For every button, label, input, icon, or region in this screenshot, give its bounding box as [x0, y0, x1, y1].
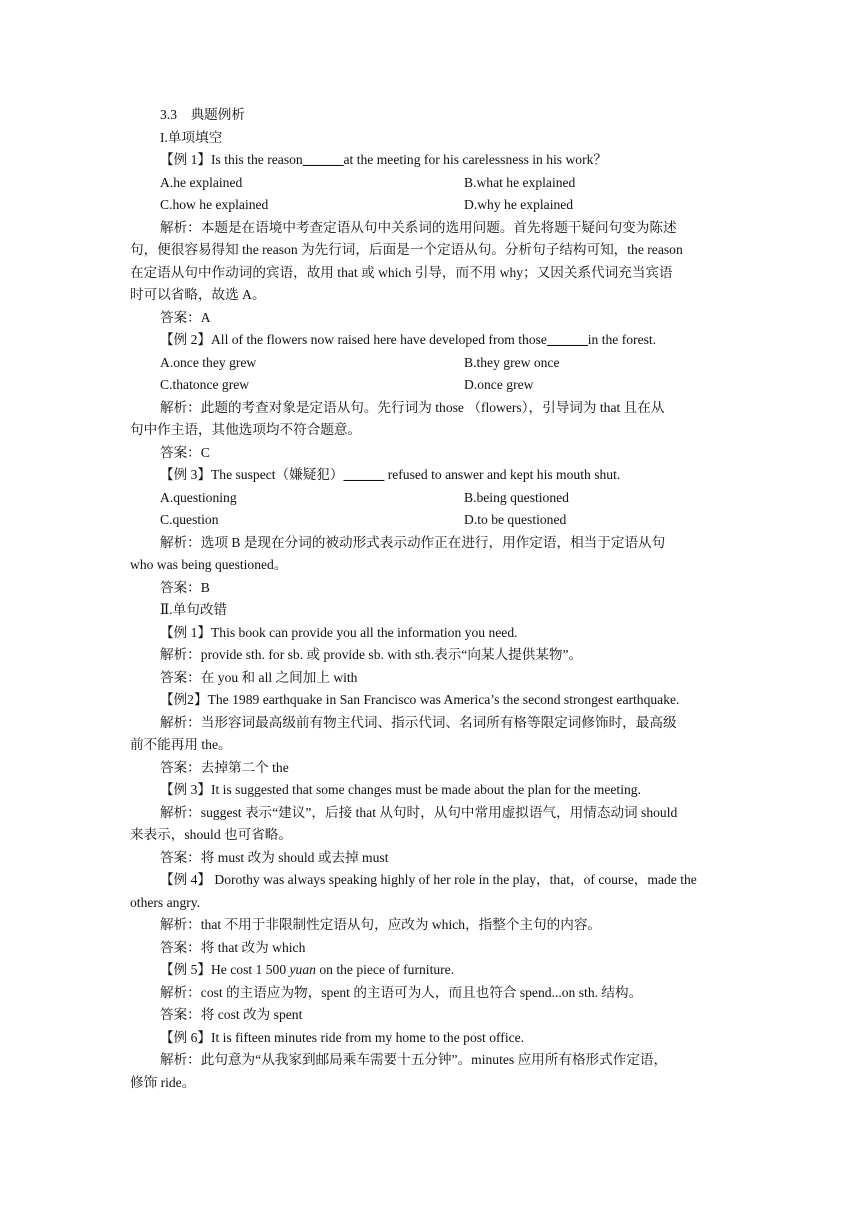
answer-line: 答案：C	[160, 444, 210, 460]
question-stem-continued: others angry.	[130, 894, 201, 910]
question-stem: 【例 6】It is fifteen minutes ride from my home to the post office.	[160, 1029, 525, 1045]
example-tag: 【例 6】	[160, 1029, 211, 1045]
question-stem: 【例 5】He cost 1 500 yuan on the piece of furniture.	[160, 962, 455, 977]
options-row	[160, 374, 732, 397]
part-heading-error-correction: Ⅱ.单句改错	[160, 602, 228, 617]
analysis-line: 解析：此题的考查对象是定语从句。先行词为 those （flowers），引导词为 that 且在从	[160, 399, 665, 415]
analysis-line: 解析：cost 的主语应为物，spent 的主语可为人，而且也符合 spend...on sth. 结构。	[160, 984, 643, 1000]
example-tag: 【例 1】	[160, 152, 211, 167]
option-b: B.being questioned	[464, 489, 569, 505]
analysis-line: 解析：此句意为“从我家到邮局乘车需要十五分钟”。minutes 应用所有格形式作定语，	[160, 1052, 668, 1067]
option-d: D.why he explained	[464, 197, 574, 212]
analysis-line: 修饰 ride。	[130, 1074, 196, 1090]
question-stem: 【例 2】All of the flowers now raised here have developed from those______in the forest.	[160, 332, 657, 347]
option-b: B.they grew once	[464, 354, 560, 370]
question-stem: 【例 1】This book can provide you all the information you need.	[160, 624, 518, 640]
analysis-line: 解析：当形容词最高级前有物主代词、指示代词、名词所有格等限定词修饰时，最高级	[160, 714, 677, 730]
options-row	[160, 194, 732, 217]
part-heading-multiple-choice: I.单项填空	[160, 129, 223, 145]
question-stem: 【例 1】Is this the reason______at the meeting for his carelessness in his work？	[160, 152, 608, 167]
analysis-line: 句中作主语，其他选项均不符合题意。	[130, 422, 362, 437]
question-stem: 【例 3】The suspect（嫌疑犯）______ refused to answer and kept his mouth shut.	[160, 467, 621, 482]
example-tag: 【例 2】	[160, 332, 211, 347]
question-stem: 【例2】The 1989 earthquake in San Francisco was America’s the second strongest earthquake.	[160, 692, 680, 707]
option-c: C.how he explained	[160, 197, 269, 212]
options-row	[160, 172, 732, 195]
example-tag: 【例 3】	[160, 467, 211, 482]
analysis-line: 解析：that 不用于非限制性定语从句，应改为 which，指整个主句的内容。	[160, 917, 602, 932]
option-d: D.once grew	[464, 377, 534, 392]
example-tag: 【例 3】	[160, 782, 211, 797]
example-tag: 【例 1】	[160, 624, 211, 640]
option-d: D.to be questioned	[464, 512, 567, 527]
analysis-line: 句，便很容易得知 the reason 为先行词，后面是一个定语从句。分析句子结构可知，the reason	[130, 242, 683, 257]
answer-line: 答案：将 that 改为 which	[160, 939, 306, 955]
analysis-line: 来表示，should 也可省略。	[130, 827, 292, 842]
analysis-line: 前不能再用 the。	[130, 737, 232, 752]
answer-line: 答案：A	[160, 309, 211, 325]
options-row	[160, 487, 732, 510]
option-a: A.he explained	[160, 174, 243, 190]
option-c: C.thatonce grew	[160, 377, 250, 392]
answer-blank: ______	[343, 467, 385, 482]
option-a: A.questioning	[160, 489, 237, 505]
question-stem: 【例 3】It is suggested that some changes must be made about the plan for the meeting.	[160, 782, 641, 797]
example-tag: 【例 5】	[160, 962, 211, 977]
analysis-line: 时可以省略，故选 A。	[130, 287, 266, 302]
example-tag: 【例2】	[160, 692, 208, 707]
question-stem: 【例 4】 Dorothy was always speaking highly of her role in the play，that，of course，made the	[160, 872, 697, 887]
option-b: B.what he explained	[464, 174, 576, 190]
answer-blank: ______	[302, 152, 344, 167]
answer-blank: ______	[546, 332, 588, 347]
option-a: A.once they grew	[160, 354, 257, 370]
answer-line: 答案：将 must 改为 should 或去掉 must	[160, 849, 389, 865]
section-heading: 3.3 典题例析	[160, 107, 245, 122]
options-row	[160, 352, 732, 375]
analysis-line: 解析：选项 B 是现在分词的被动形式表示动作正在进行，用作定语，相当于定语从句	[160, 534, 666, 550]
example-tag: 【例 4】	[160, 872, 211, 887]
options-row	[160, 509, 732, 532]
analysis-line: 解析：本题是在语境中考查定语从句中关系词的选用问题。首先将题干疑问句变为陈述	[160, 219, 677, 235]
answer-line: 答案：将 cost 改为 spent	[160, 1007, 303, 1022]
analysis-line: who was being questioned。	[130, 557, 288, 572]
option-c: C.question	[160, 512, 219, 527]
analysis-line: 解析：provide sth. for sb. 或 provide sb. with sth.表示“向某人提供某物”。	[160, 647, 583, 662]
answer-line: 答案：在 you 和 all 之间加上 with	[160, 669, 358, 685]
analysis-line: 解析：suggest 表示“建议”，后接 that 从句时，从句中常用虚拟语气，用情态动词 should	[160, 804, 678, 820]
analysis-line: 在定语从句中作动词的宾语，故用 that 或 which 引导，而不用 why；又因关系代词充当宾语	[130, 264, 673, 280]
answer-line: 答案：B	[160, 579, 210, 595]
answer-line: 答案：去掉第二个 the	[160, 759, 289, 775]
